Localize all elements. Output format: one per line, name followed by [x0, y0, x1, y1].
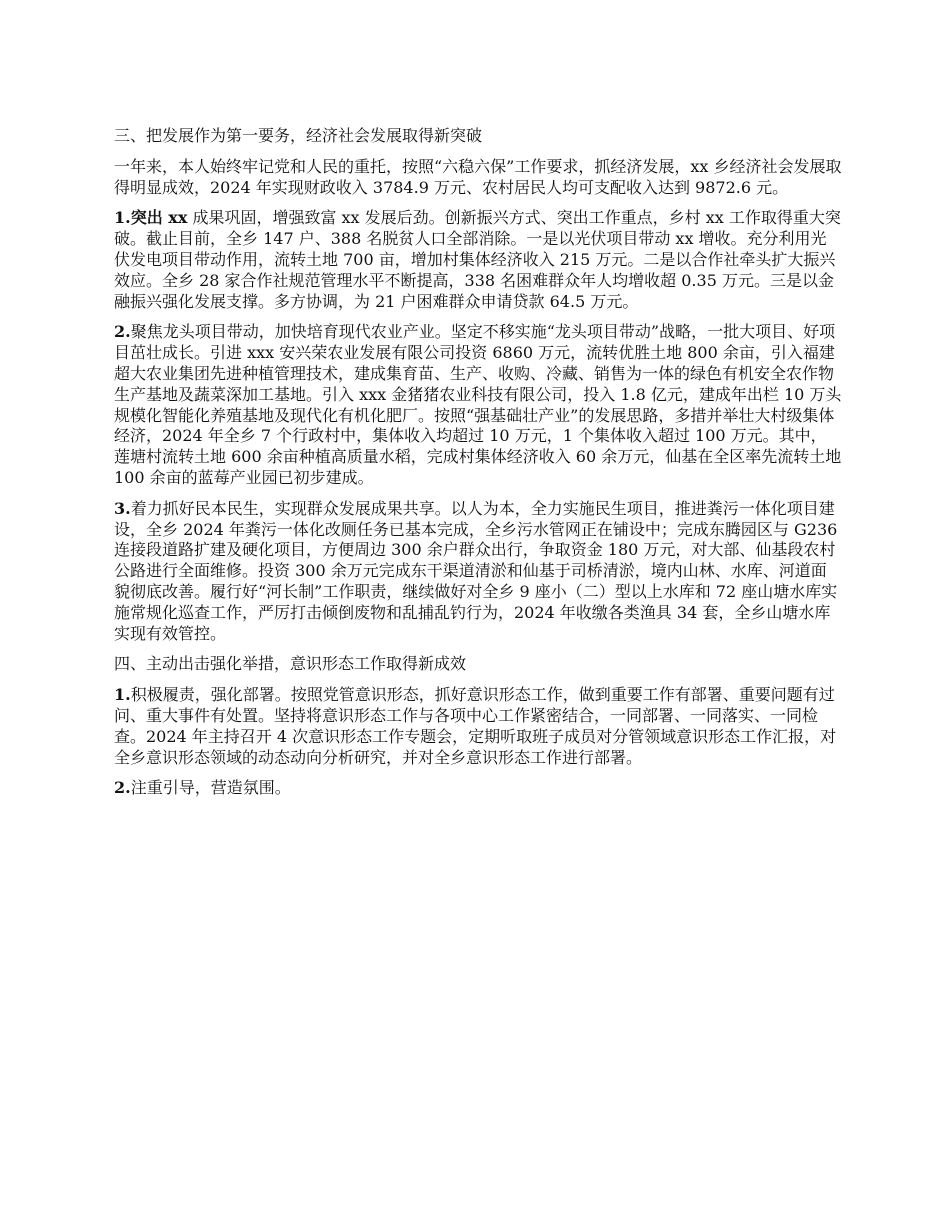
item-text: 成果巩固，增强致富 xx 发展后劲。创新振兴方式、突出工作重点，乡村 xx 工作取得重大突破。截止目前，全乡 147 户、388 名脱贫人口全部消除。一是以光伏项目带动 xx 增收。充分利用光伏发电项目带动作用，流转土地 700 亩，增加村集体经济收入 215 万元。二是以合作社牵头扩大振兴效应。全乡 28 家合作社规范管理水平不断提高，338 名困难群众年人均增收超 0.35 万元。三是以金融振兴强化发展支撑。多方协调，为 21 户困难群众申请贷款 64.5 万元。 [114, 208, 841, 311]
section-4-item-1 [114, 685, 842, 768]
section-3-item-1 [114, 208, 842, 312]
section-4-heading: 四、主动出击强化举措，意识形态工作取得新成效 [114, 654, 467, 674]
section-3-heading: 三、把发展作为第一要务，经济社会发展取得新突破 [114, 126, 483, 145]
document-body [114, 126, 842, 809]
section-4-item-2 [114, 778, 842, 799]
item-number: 1. [114, 208, 131, 228]
item-number: 3. [114, 498, 131, 518]
item-text: 聚焦龙头项目带动，加快培育现代农业产业。坚定不移实施“龙头项目带动”战略，一批大项目、好项目茁壮成长。引进 xxx 安兴荣农业发展有限公司投资 6860 万元，流转优胜土地 800 余亩，引入福建超大农业集团先进种植管理技术，建成集育苗、生产、收购、冷藏、销售为一体的绿色有机安全农作物生产基地及蔬菜深加工基地。引入 xxx 金猪猪农业科技有限公司，投入 1.8 亿元，建成年出栏 10 万头规模化智能化养殖基地及现代化有机化肥厂。按照“强基础壮产业”的发展思路，多措并举壮大村级集体经济，2024 年全乡 7 个行政村中，集体收入均超过 10 万元，1 个集体收入超过 100 万元。其中，莲塘村流转土地 600 余亩种植高质量水稻，完成村集体经济收入 60 余万元，仙基在全区率先流转土地 100 余亩的蓝莓产业园已初步建成。 [114, 322, 842, 487]
item-number: 2. [114, 322, 131, 342]
section-3-item-2 [114, 322, 842, 488]
item-number: 1. [114, 685, 131, 705]
section-3-item-3 [114, 499, 842, 645]
item-bold-lead: 突出 xx [130, 208, 188, 228]
item-text: 积极履责，强化部署。按照党管意识形态，抓好意识形态工作，做到重要工作有部署、重要问题有过问、重大事件有处置。坚持将意识形态工作与各项中心工作紧密结合，一同部署、一同落实、一同检查。2024 年主持召开 4 次意识形态工作专题会，定期听取班子成员对分管领域意识形态工作汇报，对全乡意识形态领域的动态动向分析研究，并对全乡意识形态工作进行部署。 [114, 685, 837, 767]
section-3-intro: 一年来，本人始终牢记党和人民的重托，按照“六稳六保”工作要求，抓经济发展，xx 乡经济社会发展取得明显成效，2024 年实现财政收入 3784.9 万元、农村居民人均可支配收入达到 9872.6 元。 [114, 156, 842, 197]
item-text: 着力抓好民本民生，实现群众发展成果共享。以人为本，全力实施民生项目，推进粪污一体化项目建设，全乡 2024 年粪污一体化改厕任务已基本完成，全乡污水管网正在铺设中；完成东腾园区与 G236 连接段道路扩建及硬化项目，方便周边 300 余户群众出行，争取资金 180 万元，对大部、仙基段农村公路进行全面维修。投资 300 余万元完成东干渠道清淤和仙基于司桥清淤，境内山林、水库、河道面貌彻底改善。履行好“河长制”工作职责，继续做好对全乡 9 座小（二）型以上水库和 72 座山塘水库实施常规化巡查工作，严厉打击倾倒废物和乱捕乱钓行为，2024 年收缴各类渔具 34 套，全乡山塘水库实现有效管控。 [114, 498, 838, 643]
item-text: 注重引导，营造氛围。 [130, 778, 291, 798]
item-number: 2. [114, 778, 131, 798]
